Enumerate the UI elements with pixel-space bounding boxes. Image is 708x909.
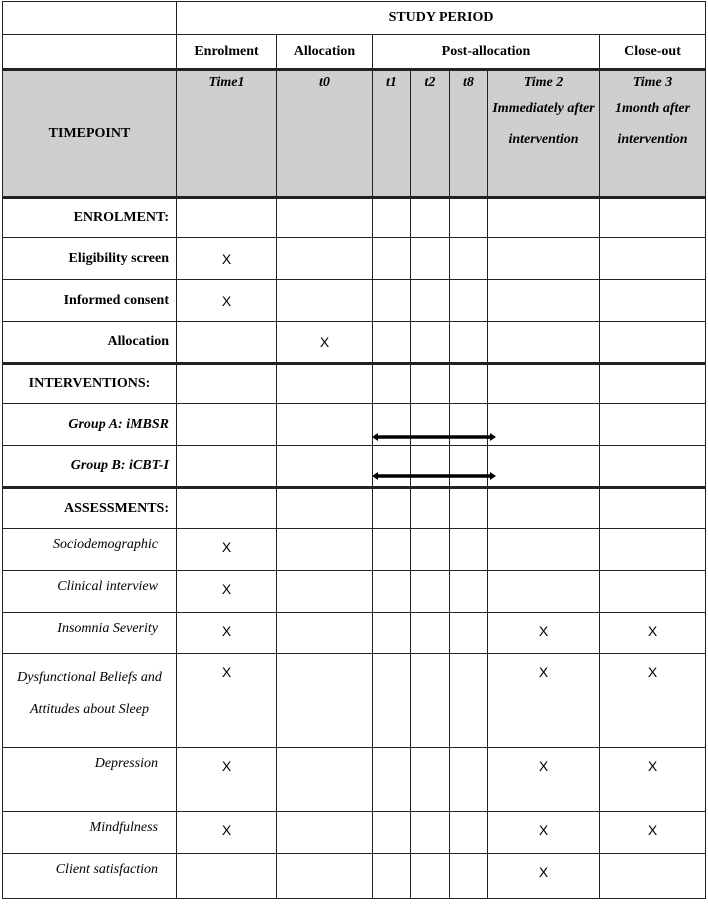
section-enrolment: ENROLMENT: xyxy=(3,198,177,238)
timepoint-time1: Time1 xyxy=(177,70,277,198)
mark-depression-time3: X xyxy=(600,748,706,812)
timepoint-label: TIMEPOINT xyxy=(3,70,177,198)
phase-blank-cell xyxy=(3,35,177,70)
timepoint-t8: t8 xyxy=(450,70,488,198)
mark-mindfulness-time2: X xyxy=(488,812,600,854)
timepoint-t0: t0 xyxy=(277,70,373,198)
mark-depression-time2: X xyxy=(488,748,600,812)
mark-depression-time1: X xyxy=(177,748,277,812)
timepoint-time3: Time 3 xyxy=(632,75,673,90)
phase-enrolment: Enrolment xyxy=(177,35,277,70)
mark-satisfaction-time2: X xyxy=(488,854,600,899)
mark-dbas-time2: X xyxy=(488,654,600,748)
row-clinical-interview: Clinical interview xyxy=(3,571,177,613)
row-eligibility-screen: Eligibility screen xyxy=(3,238,177,280)
row-mindfulness: Mindfulness xyxy=(3,812,177,854)
row-client-satisfaction: Client satisfaction xyxy=(3,854,177,899)
timepoint-time2-cell xyxy=(488,70,600,198)
section-interventions: INTERVENTIONS: xyxy=(3,364,177,404)
mark-insomnia-time3: X xyxy=(600,613,706,654)
timepoint-time2: Time 2 xyxy=(523,75,564,90)
study-period-header: STUDY PERIOD xyxy=(177,2,706,35)
timepoint-time2-desc: Immediately after intervention xyxy=(492,101,595,147)
mark-allocation-t0: X xyxy=(277,322,373,364)
row-depression: Depression xyxy=(3,748,177,812)
mark-consent-time1: X xyxy=(177,280,277,322)
phase-allocation: Allocation xyxy=(277,35,373,70)
mark-eligibility-time1: X xyxy=(177,238,277,280)
timepoint-t1: t1 xyxy=(373,70,411,198)
timepoint-t2: t2 xyxy=(411,70,450,198)
mark-clinical-interview-time1: X xyxy=(177,571,277,613)
mark-mindfulness-time1: X xyxy=(177,812,277,854)
mark-sociodemographic-time1: X xyxy=(177,529,277,571)
row-informed-consent: Informed consent xyxy=(3,280,177,322)
mark-mindfulness-time3: X xyxy=(600,812,706,854)
spirit-schedule-table xyxy=(2,1,706,899)
mark-dbas-time3: X xyxy=(600,654,706,748)
row-group-b: Group B: iCBT-I xyxy=(3,446,177,488)
mark-dbas-time1: X xyxy=(177,654,277,748)
section-assessments: ASSESSMENTS: xyxy=(3,488,177,529)
corner-cell xyxy=(3,2,177,35)
timepoint-time3-desc: 1month after intervention xyxy=(614,101,691,147)
phase-post-allocation: Post-allocation xyxy=(373,35,600,70)
timepoint-time3-cell xyxy=(600,70,706,198)
row-allocation: Allocation xyxy=(3,322,177,364)
row-insomnia-severity: Insomnia Severity xyxy=(3,613,177,654)
mark-insomnia-time2: X xyxy=(488,613,600,654)
phase-close-out: Close-out xyxy=(600,35,706,70)
row-dysfunctional-beliefs: Dysfunctional Beliefs and Attitudes about Sleep xyxy=(3,654,177,748)
row-group-a: Group A: iMBSR xyxy=(3,404,177,446)
mark-insomnia-time1: X xyxy=(177,613,277,654)
row-sociodemographic: Sociodemographic xyxy=(3,529,177,571)
